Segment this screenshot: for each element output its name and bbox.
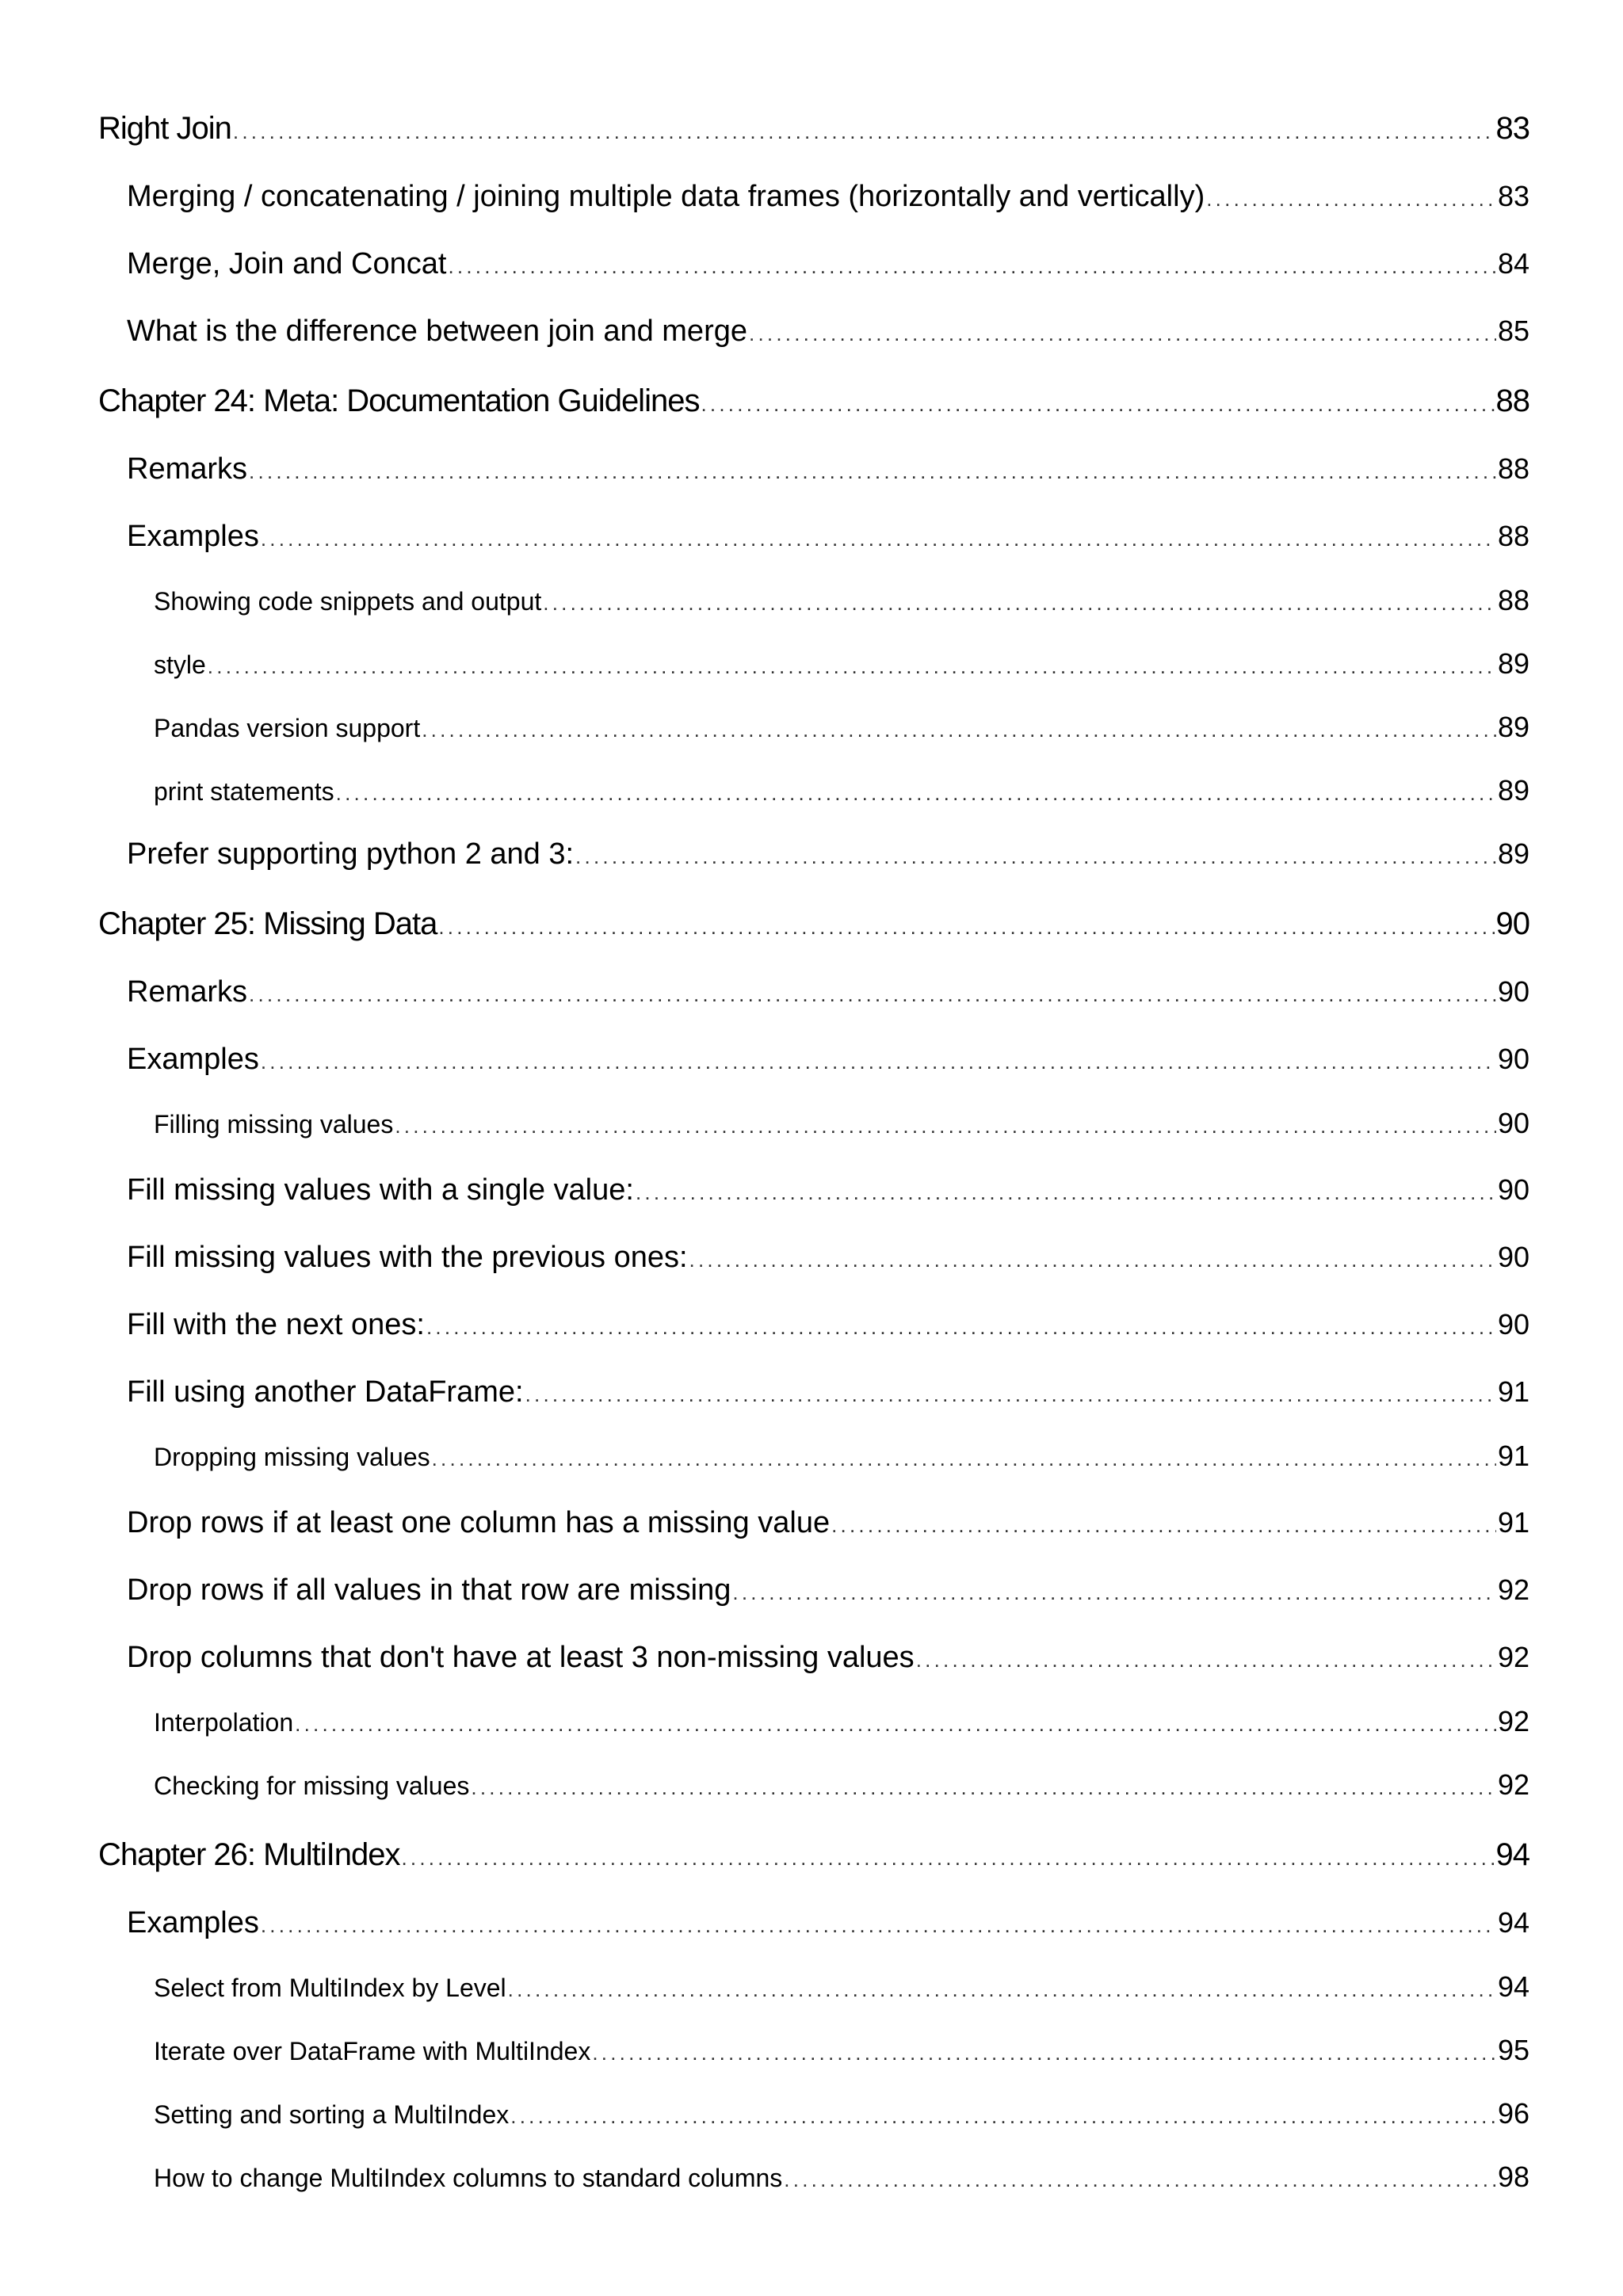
dot-leader [508,1974,1496,2003]
toc-entry-title: Filling missing values [154,1110,394,1138]
dot-leader [636,1173,1496,1207]
toc-entry[interactable] [154,1705,1529,1738]
toc-page-number: 89 [1497,837,1529,870]
toc-entry-title: Chapter 26: MultiIndex [98,1837,400,1872]
dot-leader [208,650,1496,680]
toc-entry-title: Drop rows if all values in that row are missing [127,1573,731,1607]
dot-leader [471,1772,1496,1801]
toc-entry[interactable] [127,1043,1529,1077]
toc-entry[interactable] [127,180,1529,214]
toc-page-number: 91 [1497,1440,1529,1472]
toc-entry-title: Merge, Join and Concat [127,247,447,280]
dot-leader [422,714,1496,743]
toc-page-number: 89 [1497,774,1529,807]
toc-page-number: 90 [1495,906,1529,941]
toc-page-number: 94 [1495,1837,1529,1872]
toc-entry-title: Fill missing values with a single value: [127,1173,634,1207]
dot-leader [426,1308,1496,1342]
toc-entry-title: Setting and sorting a MultiIndex [154,2100,510,2129]
toc-entry-title: style [154,650,206,679]
toc-entry-title: Remarks [127,452,248,486]
toc-entry[interactable] [127,247,1529,281]
toc-entry-title: Select from MultiIndex by Level [154,1974,506,2002]
toc-entry-title: Showing code snippets and output [154,587,542,616]
dot-leader [732,1573,1496,1608]
dot-leader [575,837,1496,871]
dot-leader [510,2100,1496,2130]
toc-page-number: 88 [1497,584,1529,616]
toc-entry-title: Drop columns that don't have at least 3 non-missing values [127,1641,915,1674]
toc-entry[interactable] [127,1375,1529,1409]
toc-entry-title: Pandas version support [154,714,421,742]
toc-chapter-entry[interactable] [98,1837,1529,1873]
toc-page-number: 98 [1497,2161,1529,2193]
toc-entry-title: Interpolation [154,1708,294,1737]
dot-leader [1206,180,1496,214]
toc-page-number: 88 [1497,520,1529,552]
toc-page-number: 84 [1497,247,1529,280]
toc-chapter-entry[interactable] [98,906,1529,942]
toc-entry[interactable] [154,1768,1529,1802]
dot-leader [438,906,1494,942]
toc-page-number: 90 [1497,1241,1529,1273]
dot-leader [784,2164,1496,2193]
toc-page-number: 96 [1497,2097,1529,2130]
toc-page-number: 90 [1497,1107,1529,1139]
dot-leader [336,777,1496,807]
dot-leader [261,1043,1496,1077]
toc-entry[interactable] [127,1308,1529,1342]
toc-entry-title: What is the difference between join and merge [127,315,747,348]
toc-entry[interactable] [154,711,1529,744]
toc-page-number: 83 [1495,111,1529,146]
toc-page-number: 95 [1497,2034,1529,2066]
toc-entry[interactable] [154,1440,1529,1473]
toc-page-number: 88 [1495,383,1529,418]
toc-entry-title: Chapter 25: Missing Data [98,906,437,941]
dot-leader [448,247,1496,281]
dot-leader [432,1443,1496,1472]
toc-entry-title: Right Join [98,111,231,146]
dot-leader [749,315,1496,349]
toc-entry-title: Checking for missing values [154,1772,470,1800]
dot-leader [261,1906,1496,1940]
toc-entry[interactable] [154,584,1529,617]
toc-entry[interactable] [127,1641,1529,1675]
toc-entry[interactable] [154,1970,1529,2004]
toc-page-number: 92 [1497,1641,1529,1673]
toc-page-number: 90 [1497,1173,1529,1206]
toc-entry-title: Chapter 24: Meta: Documentation Guidelines [98,383,700,418]
toc-page-number: 90 [1497,1308,1529,1341]
dot-leader [249,452,1496,486]
toc-entry-title: Iterate over DataFrame with MultiIndex [154,2037,591,2065]
toc-entry-title: Remarks [127,975,248,1009]
dot-leader [525,1375,1496,1409]
toc-entry[interactable] [127,520,1529,554]
toc-page-number: 89 [1497,647,1529,680]
toc-chapter-entry[interactable] [98,383,1529,419]
toc-page-number: 92 [1497,1573,1529,1606]
toc-entry-title: How to change MultiIndex columns to standard columns [154,2164,783,2192]
toc-entry[interactable] [154,2161,1529,2194]
toc-entry[interactable] [127,1906,1529,1940]
toc-entry[interactable] [154,2034,1529,2067]
dot-leader [401,1837,1494,1873]
dot-leader [543,587,1496,616]
dot-leader [831,1506,1496,1540]
toc-entry[interactable] [127,1573,1529,1608]
toc-entry-title: Examples [127,520,259,553]
toc-page-number: 92 [1497,1768,1529,1801]
toc-entry-title: Dropping missing values [154,1443,430,1471]
toc-page-number: 89 [1497,711,1529,743]
toc-entry-title: Examples [127,1043,259,1076]
toc-entry[interactable] [127,1241,1529,1275]
toc-page-number: 88 [1497,452,1529,485]
toc-entry[interactable] [154,774,1529,807]
toc-entry-title: Fill with the next ones: [127,1308,425,1341]
toc-page-number: 92 [1497,1705,1529,1737]
toc-entry[interactable] [154,1107,1529,1140]
toc-entry-title: Fill using another DataFrame: [127,1375,524,1409]
dot-leader [249,975,1496,1009]
toc-entry[interactable] [154,647,1529,681]
toc-entry[interactable] [127,315,1529,349]
toc-page-number: 91 [1497,1506,1529,1539]
toc-entry-title: print statements [154,777,334,806]
toc-page-number: 90 [1497,1043,1529,1075]
dot-leader [295,1708,1496,1737]
dot-leader [233,111,1495,147]
toc-entry-title: Merging / concatenating / joining multiple data frames (horizontally and vertically) [127,180,1205,213]
dot-leader [261,520,1496,554]
toc-entry-title: Prefer supporting python 2 and 3: [127,837,575,871]
toc-entry[interactable] [127,837,1529,871]
toc-page-number: 94 [1497,1970,1529,2003]
toc-entry-title: Drop rows if at least one column has a missing value [127,1506,831,1539]
toc-page-number: 94 [1497,1906,1529,1939]
toc-entry[interactable] [127,1173,1529,1207]
dot-leader [689,1241,1496,1275]
toc-entry[interactable] [154,2097,1529,2130]
toc-page-number: 83 [1497,180,1529,212]
dot-leader [701,383,1494,419]
dot-leader [592,2037,1496,2066]
dot-leader [916,1641,1496,1675]
toc-chapter-entry[interactable] [98,111,1529,147]
toc-entry-title: Fill missing values with the previous ones: [127,1241,688,1274]
toc-entry[interactable] [127,975,1529,1009]
toc-page-number: 91 [1497,1375,1529,1408]
toc-entry-title: Examples [127,1906,259,1939]
toc-page-number: 85 [1497,315,1529,347]
toc-entry[interactable] [127,452,1529,486]
toc-page-number: 90 [1497,975,1529,1008]
dot-leader [395,1110,1496,1139]
toc-entry[interactable] [127,1506,1529,1540]
